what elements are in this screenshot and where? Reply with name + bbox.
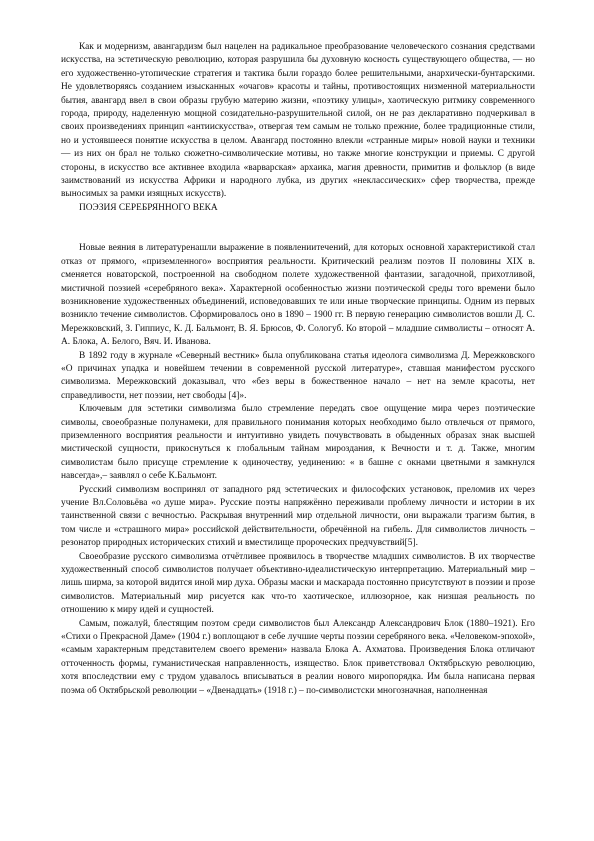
document-page [61,41,535,698]
paragraph-avant-garde: Как и модернизм, авангардизм был нацелен на радикальное преобразование человеческого сознания средствами искусства, на эстетическую революцию, которая разрушила бы духовную косность существующего общества, — но его художественно-утопические стратегия и тактика были гораздо более решительными, анархически-бунтарскими. Не удовлетворяясь созданием изысканных «очагов» красоты и тайны, противостоящих низменной материальности бытия, авангард ввел в свои образы грубую материю жизни, «поэтику улицы», хаотическую ритмику современного города, природу, наделенную мощной созидательно-разрушительной силой, он не раз декларативно подчеркивал в своих произведениях принцип «антиискусства», отвергая тем самым не только прежние, более традиционные стили, но и устоявшееся понятие искусства в целом. Авангард постоянно влекли «странные миры» новой науки и техники — из них он брал не только сюжетно-символические мотивы, но также многие конструкции и приемы. С другой стороны, в искусство все активнее входила «варварская» архаика, магия древности, примитив и фольклор (в виде заимствований из искусства Африки и народного лубка, из других «неклассических» сфер творчества, прежде выносимых за рамки изящных искусств). [61,42,535,200]
paragraph-merezhkovsky: В 1892 году в журнале «Северный вестник» была опубликована статья идеолога символизма Д. Мережковского «О причинах упадка и новейшем течении в современной русской литературе», ставшая манифестом русского символизма. Мережковский доказывал, что «без веры в божественное начало – нет на земле красоты, нет справедливости, нет поэзии, нет свободы [4]». [61,350,535,401]
section-title: ПОЭЗИЯ СЕРЕБРЯННОГО ВЕКА [79,202,218,213]
paragraph-blok: Самым, пожалуй, блестящим поэтом среди символистов был Александр Александрович Блок (1880–1921). Его «Стихи о Прекрасной Даме» (1904 г.) воплощают в себе лучшие черты поэзии серебряного века. «Человеком-эпохой», «самым характерным представителем своего времени» назвала Блока А. Ахматова. Произведения Блока отличают отточенность формы, гуманистическая направленность, изящество. Блок приветствовал Октябрьскую революцию, хотя впоследствии ему с трудом удавалось вписываться в реалии нового миропорядка. Им была написана первая поэма об Октябрьской революции – «Двенадцать» (1918 г.) – по-символистски многозначная, наполненная [61,618,535,696]
blank-space [61,215,535,242]
paragraph-younger-symbolists: Своеобразие русского символизма отчётливее проявилось в творчестве младших символистов. В их творчестве художественный способ символистов получает объективно-идеалистическую интерпретацию. Материальный мир – лишь ширма, за которой видится иной мир духа. Образы маски и маскарада постоянно присутствуют в поэзии и прозе символистов. Материальный мир рисуется как что-то хаотическое, иллюзорное, как низшая реальность по отношению к миру идей и сущностей. [61,551,535,616]
paragraph-symbolism-aesthetics: Ключевым для эстетики символизма было стремление передать свое ощущение мира через поэтические символы, своеобразные полунамеки, для правильного понимания которых необходимо было отвлечься от прямого, приземленного восприятия реальности и интуитивно увидеть почувствовать в обыденных образах знак высшей мистической сущности, прикоснуться к глобальным тайнам мироздания, к Вечности и т. д. Также, многим символистам было присуще стремление к одиночеству, уединению: « в башне с окнами цветными я замкнулся навсегда»,– заявлял о себе К.Бальмонт. [61,404,535,482]
paragraph-russian-symbolism: Русский символизм воспринял от западного ряд эстетических и философских установок, преломив их через учение Вл.Соловьёва «о душе мира». Русские поэты напряжённо переживали проблему личности и истории в их таинственной связи с вечностью. Раскрывая внутренний мир отдельной личности, они выражали трагизм бытия, в том числе и «страшного мира» российской действительности, обречённой на гибель. Для символистов личность – резонатор природных исторических стихий и вместилище пророческих предчувствий[5]. [61,484,535,549]
paragraph-new-trends: Новые веяния в литературенашли выражение в появлениитечений, для которых основной характеристикой стал отказ от прямого, «приземленного» восприятия реальности. Критический реализм поэтов II половины XIX в. сменяется новаторской, построенной на свободном полете художественной фантазии, загадочной, прихотливой, мистичной поэзией «серебряного века». Характерной особенностью жизни поэтической среды того времени было возникновение художественных объединений, исповедовавших те или иные творческие принципы. Одним из первых возникло течение символистов. Сформировалось оно в 1890 – 1900 гг. В первую генерацию символистов вошли Д. С. Мережковский, З. Гиппиус, К. Д. Бальмонт, В. Я. Брюсов, Ф. Сологуб. Ко второй – младшие символисты – относят А. А. Блока, А. Белого, Вяч. И. Иванова. [61,243,535,348]
